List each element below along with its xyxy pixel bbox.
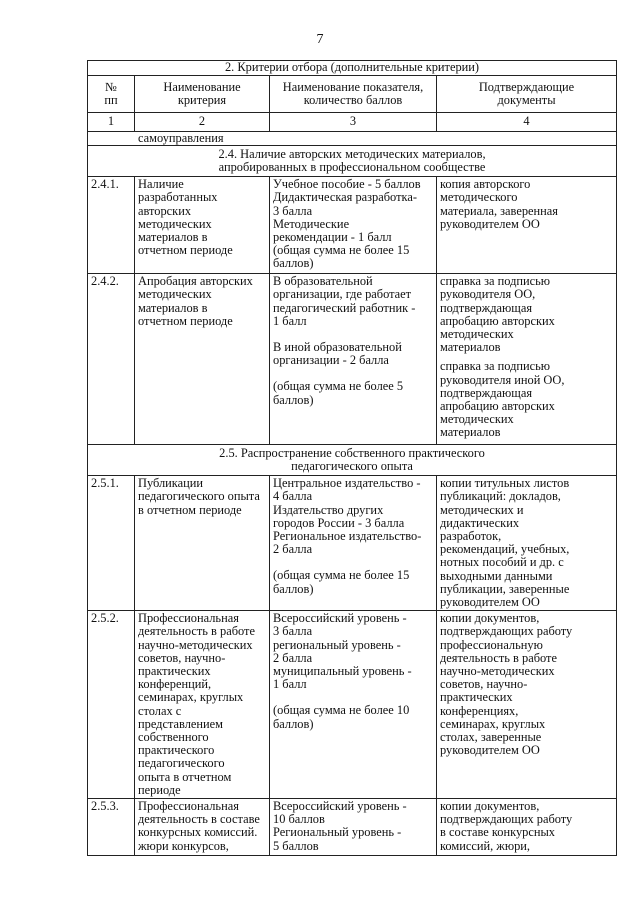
row-2-5-3-docs [437,799,617,856]
text-line: баллов) [273,392,314,407]
text-line: конференций, [138,677,212,692]
text-line: 10 баллов [273,812,325,827]
text-line: подтверждающая [440,385,533,400]
text-line: подтверждающих работу [440,812,573,827]
text-line: подтверждающая [440,300,533,315]
text-line: 4 балла [273,489,313,504]
header-docs [437,76,617,113]
text-line: деятельность в работе [138,624,255,639]
text-line: практических [138,664,211,679]
text-line: рекомендации - 1 балл [273,230,392,245]
text-line: столах с [138,703,182,718]
text-line: публикации, заверенные [440,581,570,596]
continuation-row [88,132,617,146]
text-line: апробацию авторских [440,399,555,414]
text-line: организации, где работает [273,287,412,302]
text-line: (общая сумма не более 5 [273,379,404,394]
text-line: городов России - 3 балла [273,515,405,530]
text-line: Подтверждающие [478,79,575,94]
header-row [88,76,617,113]
text-line: разработанных [138,190,218,205]
row-2-5-1-num: 2.5.1. [88,476,135,611]
row-2-4-1-indicator [270,177,437,274]
subsection-24-row [88,146,617,177]
row-2-4-2-indicator-c [273,380,433,406]
text-line: конференциях, [440,703,519,718]
text-line: апробацию авторских [440,313,555,328]
row-2-5-3-indicator [270,799,437,856]
text-line: семинарах, круглых [440,716,546,731]
text-line: методического [440,190,518,205]
row-2-5-2-num: 2.5.2. [88,611,135,799]
text-line: руководителем ОО [440,595,540,610]
text-line: Всероссийский уровень - [273,611,407,626]
row-2-4-2-docs [437,274,617,445]
row-2-4-2-num: 2.4.2. [88,274,135,445]
text-line: критерия [177,93,227,107]
continuation-text: самоуправления [88,132,617,146]
row-2-4-1 [88,177,617,274]
text-line: деятельность в работе [440,650,557,665]
text-line: комиссий, жюри, [440,838,531,853]
row-2-4-2-indicator [270,274,437,445]
page-number: 7 [316,32,324,47]
column-numbers-row [88,113,617,132]
subsection-25-title [88,445,617,476]
row-2-5-2-indicator-b [273,704,433,730]
row-2-5-3-name [135,799,270,856]
text-line: педагогического опыта [291,459,413,474]
text-line: Учебное пособие - 5 баллов [273,177,421,192]
text-line: отчетном периоде [138,313,233,328]
row-2-5-2 [88,611,617,799]
text-line: Профессиональная [138,611,239,626]
text-line: пп [104,93,118,107]
text-line: рекомендаций, учебных, [440,542,570,557]
header-num [88,76,135,113]
subsection-24-title [88,146,617,177]
text-line: 2.5. Распространение собственного практического [219,446,485,460]
text-line: собственного [138,730,209,745]
text-line: Всероссийский уровень - [273,799,407,814]
text-line: справка за подписью [440,359,551,374]
header-name [135,76,270,113]
text-line: конкурсных комиссий. [138,825,258,840]
col-number-2: 2 [135,113,270,132]
text-line: руководителем ОО [440,216,540,231]
text-line: педагогический работник - [273,300,416,315]
text-line: методических [440,412,514,427]
text-line: авторских [138,203,192,218]
text-line: справка за подписью [440,274,551,289]
text-line: руководителем ОО [440,743,540,758]
text-line: 3 балла [273,624,313,639]
col-number-1: 1 [88,113,135,132]
text-line: 2.4. Наличие авторских методических материалов, [218,147,486,161]
criteria-table [87,60,617,856]
text-line: В иной образовательной [273,340,402,355]
row-2-4-2-docs-b [440,360,613,439]
text-line: копии документов, [440,611,540,626]
col-number-4: 4 [437,113,617,132]
text-line: руководителя ОО, [440,287,536,302]
text-line: материалов [440,425,501,440]
text-line: В образовательной [273,274,373,289]
text-line: практических [440,690,513,705]
text-line: муниципальный уровень - [273,664,412,679]
row-2-4-2 [88,274,617,445]
text-line: копия авторского [440,177,531,192]
text-line: материалов в [138,300,208,315]
text-line: организации - 2 балла [273,353,389,368]
text-line: (общая сумма не более 15 [273,243,410,258]
row-2-4-1-docs [437,177,617,274]
text-line: методических [138,287,212,302]
text-line: 5 баллов [273,838,319,853]
text-line: региональный уровень - [273,637,401,652]
text-line: Издательство других [273,502,384,517]
row-2-5-2-docs [437,611,617,799]
text-line: периоде [138,782,181,797]
text-line: опыта в отчетном [138,769,232,784]
row-2-5-1-indicator [270,476,437,611]
text-line: Публикации [138,476,204,491]
text-line: № [105,79,117,94]
text-line: представлением [138,716,224,731]
row-2-4-2-indicator-a [273,275,433,328]
text-line: Профессиональная [138,799,239,814]
text-line: документы [497,93,556,107]
text-line: отчетном периоде [138,243,233,258]
section-title: 2. Критерии отбора (дополнительные критерии) [88,61,617,76]
text-line: практического [138,743,215,758]
text-line: (общая сумма не более 10 [273,703,410,718]
subsection-25-row [88,445,617,476]
col-number-3: 3 [270,113,437,132]
text-line: материала, заверенная [440,203,558,218]
text-line: баллов) [273,716,314,731]
row-2-5-2-name [135,611,270,799]
text-line: нотных пособий и др. с [440,555,564,570]
text-line: Дидактическая разработка- [273,190,417,205]
text-line: руководителя иной ОО, [440,372,565,387]
row-2-5-1 [88,476,617,611]
text-line: копии документов, [440,799,540,814]
text-line: апробированных в профессиональном сообществе [218,160,486,175]
text-line: Апробация авторских [138,274,253,289]
text-line: Методические [273,216,350,231]
row-2-5-3 [88,799,617,856]
text-line: публикаций: докладов, [440,489,561,504]
row-2-5-1-indicator-a [273,477,433,556]
text-line: жюри конкурсов, [138,838,229,853]
text-line: (общая сумма не более 15 [273,568,410,583]
text-line: 3 балла [273,203,313,218]
text-line: Региональное издательство- [273,529,422,544]
text-line: семинарах, круглых [138,690,244,705]
text-line: научно-методических [440,664,555,679]
section-title-row [88,61,617,76]
row-2-4-1-num: 2.4.1. [88,177,135,274]
row-2-5-1-name [135,476,270,611]
text-line: 1 балл [273,313,307,328]
row-2-5-2-indicator [270,611,437,799]
text-line: советов, научно- [440,677,528,692]
text-line: выходными данными [440,568,553,583]
text-line: в отчетном периоде [138,502,242,517]
text-line: Центральное издательство - [273,476,421,491]
row-2-5-1-docs [437,476,617,611]
text-line: педагогического [138,756,225,771]
row-2-5-2-indicator-a [273,612,433,691]
text-line: подтверждающих работу [440,624,573,639]
text-line: копии титульных листов [440,476,570,491]
row-2-5-3-num: 2.5.3. [88,799,135,856]
text-line: материалов [440,340,501,355]
row-2-4-2-name [135,274,270,445]
row-2-5-1-indicator-b [273,569,433,595]
text-line: разработок, [440,529,502,544]
text-line: 2 балла [273,542,313,557]
text-line: Наименование [163,79,241,94]
text-line: методических [138,216,212,231]
text-line: баллов) [273,581,314,596]
text-line: 1 балл [273,677,307,692]
text-line: советов, научно- [138,650,226,665]
text-line: Региональный уровень - [273,825,402,840]
text-line: 2 балла [273,650,313,665]
text-line: в составе конкурсных [440,825,555,840]
text-line: педагогического опыта [138,489,260,504]
header-indicator [270,76,437,113]
text-line: методических [440,327,514,342]
text-line: баллов) [273,256,314,271]
row-2-4-1-name [135,177,270,274]
text-line: материалов в [138,230,208,245]
row-2-4-2-docs-a [440,275,613,354]
text-line: дидактических [440,515,520,530]
text-line: научно-методических [138,637,253,652]
text-line: методических и [440,502,524,517]
text-line: деятельность в составе [138,812,260,827]
text-line: профессиональную [440,637,543,652]
text-line: Наименование показателя, [282,79,424,94]
text-line: столах, заверенные [440,730,542,745]
row-2-4-2-indicator-b [273,341,433,367]
text-line: Наличие [138,177,184,192]
text-line: количество баллов [303,93,403,107]
